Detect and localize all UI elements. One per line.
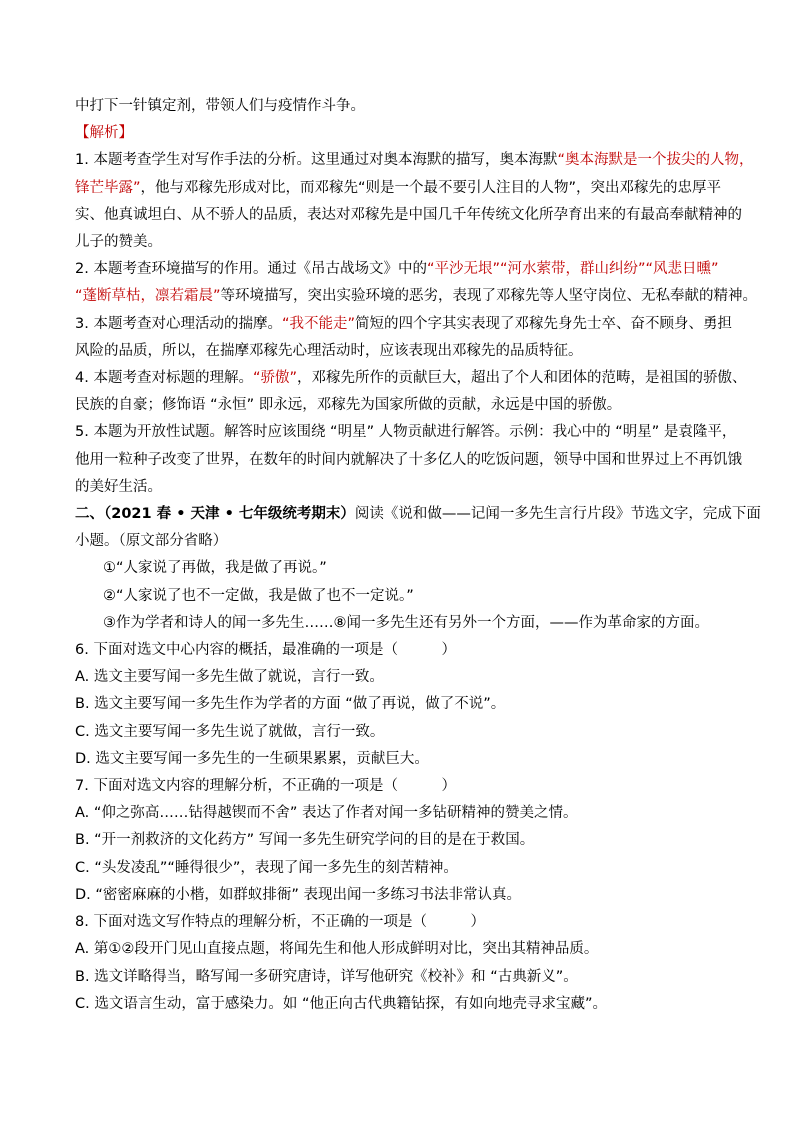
quote-red: “蓬断草枯，凛若霜晨” (75, 288, 221, 305)
option-a: A. 选文主要写闻一多先生做了就说，言行一致。 (75, 669, 384, 686)
quote-red: “骄傲” (252, 370, 297, 387)
question-6: 6. 下面对选文中心内容的概括，最准确的一项是（ ） (75, 642, 456, 659)
analysis-heading: 【解析】 (75, 125, 133, 142)
answer-5-line: 5. 本题为开放性试题。解答时应该围绕 “明星” 人物贡献进行解答。示例：我心中的 “明星” 是袁隆平， (75, 424, 737, 441)
answer-text: ，他与邓稼先形成对比，而邓稼先“则是一个最不要引人注目的人物”，突出邓稼先的忠厚平 (140, 179, 722, 196)
document-page (75, 93, 761, 1018)
answer-1-line (75, 147, 754, 174)
answer-text: 3. 本题考查对心理活动的揣摩。 (75, 315, 282, 332)
answer-text: 1. 本题考查学生对写作手法的分析。这里通过对奥本海默的描写，奥本海默 (75, 152, 558, 169)
excerpt-line: ①“人家说了再做，我是做了再说。” (103, 560, 327, 577)
answer-2-line (75, 256, 725, 283)
answer-5-line: 的美好生活。 (75, 478, 162, 495)
excerpt-line: ②“人家说了也不一定做，我是做了也不一定说。” (103, 587, 414, 604)
answer-text: 等环境描写，突出实验环境的恶劣，表现了邓稼先等人坚守岗位、无私奉献的精神。 (220, 288, 758, 305)
section-2-heading: 小题。（原文部分省略） (75, 533, 228, 550)
option-a: A. “仰之弥高……钻得越锲而不舍” 表达了作者对闻一多钻研精神的赞美之情。 (75, 805, 578, 822)
option-c: C. “头发凌乱”“睡得很少”，表现了闻一多先生的刻苦精神。 (75, 859, 458, 876)
answer-3-line: 风险的品质，所以，在揣摩邓稼先心理活动时，应该表现出邓稼先的品质特征。 (75, 342, 583, 359)
answer-text: 2. 本题考查环境描写的作用。通过《吊古战场文》中的 (75, 261, 427, 278)
option-b: B. “开一剂救济的文化药方” 写闻一多先生研究学问的目的是在于救国。 (75, 832, 535, 849)
answer-3-line (75, 311, 732, 338)
answer-4-line (75, 365, 747, 392)
answer-2-line (75, 283, 758, 310)
section-2-heading (75, 501, 761, 528)
option-a: A. 第①②段开门见山直接点题，将闻先生和他人形成鲜明对比，突出其精神品质。 (75, 941, 599, 958)
text-line: 中打下一针镇定剂，带领人们与疫情作斗争。 (75, 98, 365, 114)
section-instruction: 阅读《说和做——记闻一多先生言行片段》节选文字，完成下面 (354, 506, 761, 523)
option-b: B. 选文主要写闻一多先生作为学者的方面 “做了再说，做了不说”。 (75, 696, 506, 713)
quote-red: 锋芒毕露” (75, 179, 141, 196)
answer-1-line (75, 175, 725, 202)
answer-1-line: 实、他真诚坦白、从不骄人的品质，表达对邓稼先是中国几千年传统文化所孕育出来的有最高奉献精神的 (75, 206, 742, 223)
question-7: 7. 下面对选文内容的理解分析，不正确的一项是（ ） (75, 778, 456, 795)
option-b: B. 选文详略得当，略写闻一多研究唐诗，详写他研究《校补》和 “古典新义”。 (75, 968, 578, 985)
option-d: D. “密密麻麻的小楷，如群蚁排衙” 表现出闻一多练习书法非常认真。 (75, 886, 522, 903)
answer-text: ，邓稼先所作的贡献巨大，超出了个人和团体的范畴，是祖国的骄傲、 (296, 370, 747, 387)
quote-red: “我不能走” (281, 315, 355, 332)
option-d: D. 选文主要写闻一多先生的一生硕果累累，贡献巨大。 (75, 750, 429, 767)
answer-4-line: 民族的自豪；修饰语 “永恒” 即永远，邓稼先为国家所做的贡献，永远是中国的骄傲。 (75, 397, 622, 414)
question-8: 8. 下面对选文写作特点的理解分析，不正确的一项是（ ） (75, 914, 485, 931)
answer-text: 4. 本题考查对标题的理解。 (75, 370, 253, 387)
option-c: C. 选文语言生动，富于感染力。如 “他正向古代典籍钻探，有如向地壳寻求宝藏”。 (75, 995, 607, 1012)
quote-red: “奥本海默是一个拔尖的人物， (557, 152, 754, 169)
answer-5-line: 他用一粒种子改变了世界，在数年的时间内就解决了十多亿人的吃饭问题，领导中国和世界过上不再饥饿 (75, 451, 742, 468)
quote-red: “平沙无垠”“河水萦带，群山纠纷”“风悲日曛” (426, 261, 719, 278)
answer-text: 简短的四个字其实表现了邓稼先身先士卒、奋不顾身、勇担 (354, 315, 732, 332)
answer-1-line: 儿子的赞美。 (75, 234, 162, 251)
excerpt-line: ③作为学者和诗人的闻一多先生……⑧闻一多先生还有另外一个方面，——作为革命家的方面。 (103, 614, 709, 631)
option-c: C. 选文主要写闻一多先生说了就做，言行一致。 (75, 723, 385, 740)
section-source: 二、（2021 春 • 天津 • 七年级统考期末） (75, 506, 355, 523)
